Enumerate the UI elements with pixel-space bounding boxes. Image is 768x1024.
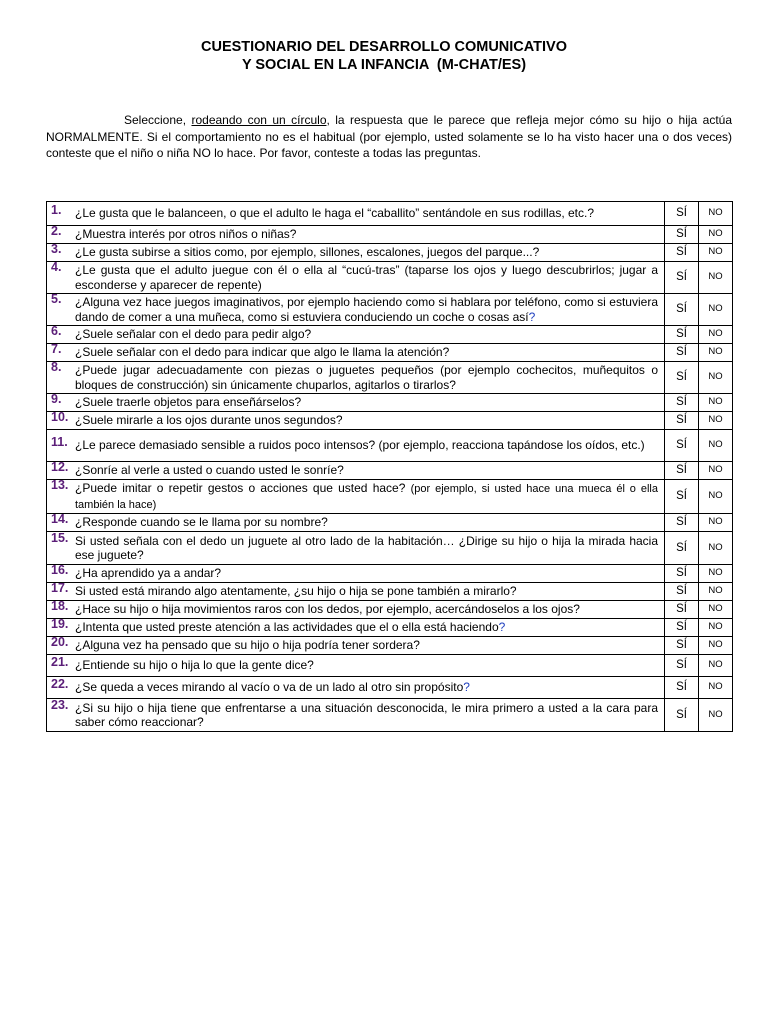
answer-yes-option[interactable]: SÍ <box>665 344 699 362</box>
answer-yes-option[interactable]: SÍ <box>665 699 699 732</box>
answer-no-option[interactable]: NO <box>699 344 733 362</box>
answer-no-option[interactable]: NO <box>699 362 733 394</box>
question-cell <box>47 362 665 394</box>
question-number: 1. <box>51 203 62 218</box>
question-text-wrap <box>75 584 658 599</box>
question-text-wrap <box>75 206 658 221</box>
question-row <box>47 601 733 619</box>
question-cell <box>47 294 665 326</box>
answer-no-option[interactable]: NO <box>699 601 733 619</box>
question-mark: ? <box>498 620 506 635</box>
question-text: ¿Si su hijo o hija tiene que enfrentarse a una situación desconocida, le mira primero a usted a la cara para saber cómo reaccionar? <box>75 700 658 729</box>
answer-no-option[interactable]: NO <box>699 202 733 226</box>
question-text: Si usted está mirando algo atentamente, ¿su hijo o hija se pone también a mirarlo? <box>75 584 517 599</box>
question-row <box>47 394 733 412</box>
intro-part-1: Seleccione, <box>124 113 192 127</box>
question-note: (por ejemplo, si usted hace una mueca él o ella también la hace) <box>75 483 658 511</box>
answer-no-option[interactable]: NO <box>699 677 733 699</box>
question-number: 9. <box>51 392 62 407</box>
question-text-wrap <box>75 227 658 242</box>
question-cell <box>47 412 665 430</box>
question-cell <box>47 565 665 583</box>
question-row <box>47 362 733 394</box>
question-number: 8. <box>51 360 62 374</box>
question-row <box>47 619 733 637</box>
question-text-wrap <box>75 395 658 410</box>
question-cell <box>47 462 665 480</box>
question-number: 19. <box>51 617 69 632</box>
question-cell <box>47 655 665 677</box>
question-row <box>47 480 733 514</box>
question-number: 21. <box>51 655 69 670</box>
question-row <box>47 655 733 677</box>
answer-yes-option[interactable]: SÍ <box>665 532 699 565</box>
question-row <box>47 344 733 362</box>
answer-yes-option[interactable]: SÍ <box>665 583 699 601</box>
answer-yes-option[interactable]: SÍ <box>665 430 699 462</box>
title-line-1: CUESTIONARIO DEL DESARROLLO COMUNICATIVO <box>201 39 567 55</box>
question-row <box>47 583 733 601</box>
question-text: ¿Le gusta que el adulto juegue con él o ella al “cucú-tras” (taparse los ojos y luego descubrirlos; jugar a esconderse y aparecer de repente) <box>75 263 658 292</box>
answer-no-option[interactable]: NO <box>699 462 733 480</box>
answer-yes-option[interactable]: SÍ <box>665 244 699 262</box>
question-text: ¿Ha aprendido ya a andar? <box>75 566 222 581</box>
answer-no-option[interactable]: NO <box>699 226 733 244</box>
answer-no-option[interactable]: NO <box>699 655 733 677</box>
answer-yes-option[interactable]: SÍ <box>665 601 699 619</box>
answer-yes-option[interactable]: SÍ <box>665 637 699 655</box>
question-text-wrap <box>75 463 658 478</box>
answer-no-option[interactable]: NO <box>699 412 733 430</box>
question-text: ¿Alguna vez ha pensado que su hijo o hija podría tener sordera? <box>75 638 420 653</box>
question-number: 16. <box>51 563 69 578</box>
question-number: 17. <box>51 581 69 596</box>
question-text: ¿Puede jugar adecuadamente con piezas o juguetes pequeños (por ejemplo cochecitos, muñequitos o bloques de construcción) sin únicamente chuparlos, agitarlos o tirarlos? <box>75 363 658 392</box>
question-number: 11. <box>51 435 68 450</box>
question-mark: ? <box>463 680 470 695</box>
answer-no-option[interactable]: NO <box>699 532 733 565</box>
question-number: 13. <box>51 478 69 492</box>
answer-yes-option[interactable]: SÍ <box>665 202 699 226</box>
answer-no-option[interactable]: NO <box>699 394 733 412</box>
question-text: ¿Entiende su hijo o hija lo que la gente dice? <box>75 658 314 673</box>
answer-no-option[interactable]: NO <box>699 326 733 344</box>
answer-yes-option[interactable]: SÍ <box>665 294 699 326</box>
question-cell <box>47 202 665 226</box>
question-cell <box>47 326 665 344</box>
question-text-wrap <box>75 658 658 673</box>
question-text-wrap <box>75 638 658 653</box>
question-row <box>47 202 733 226</box>
question-cell <box>47 430 665 462</box>
question-number: 18. <box>51 599 69 614</box>
question-cell <box>47 601 665 619</box>
question-number: 4. <box>51 260 62 274</box>
answer-no-option[interactable]: NO <box>699 294 733 326</box>
question-text-wrap <box>75 295 658 324</box>
intro-part-2: , la respuesta que le parece que refleja mejor cómo su hijo o hija actúa NORMALMENTE. Si el comportamiento no es el habitual (por ejemplo, usted solamente se lo ha visto hacer una o dos veces) conteste que el niño o niña NO lo hace. Por favor, conteste a todas las preguntas. <box>46 113 732 160</box>
question-text: ¿Suele señalar con el dedo para pedir algo? <box>75 327 312 342</box>
question-text: ¿Responde cuando se le llama por su nombre? <box>75 515 328 530</box>
question-text: ¿Muestra interés por otros niños o niñas? <box>75 227 297 242</box>
question-number: 15. <box>51 530 69 545</box>
question-number: 3. <box>51 242 62 257</box>
question-number: 7. <box>51 342 62 357</box>
question-row <box>47 462 733 480</box>
questionnaire-table <box>46 201 733 732</box>
question-row <box>47 294 733 326</box>
question-number: 2. <box>51 224 62 239</box>
answer-yes-option[interactable]: SÍ <box>665 412 699 430</box>
question-text: Si usted señala con el dedo un juguete al otro lado de la habitación… ¿Dirige su hijo o hija la mirada hacia ese juguete? <box>75 533 658 562</box>
answer-no-option[interactable]: NO <box>699 262 733 294</box>
answer-yes-option[interactable]: SÍ <box>665 514 699 532</box>
answer-yes-option[interactable]: SÍ <box>665 362 699 394</box>
question-number: 22. <box>51 677 69 692</box>
question-text: ¿Hace su hijo o hija movimientos raros con los dedos, por ejemplo, acercándoselos a los ojos? <box>75 602 580 617</box>
question-number: 20. <box>51 635 69 650</box>
question-text: ¿Suele traerle objetos para enseñárselos? <box>75 395 302 410</box>
answer-no-option[interactable]: NO <box>699 565 733 583</box>
question-row <box>47 565 733 583</box>
question-text-wrap <box>75 701 658 730</box>
answer-no-option[interactable]: NO <box>699 430 733 462</box>
question-text-wrap <box>75 481 658 512</box>
answer-no-option[interactable]: NO <box>699 637 733 655</box>
question-cell <box>47 637 665 655</box>
question-cell <box>47 514 665 532</box>
answer-yes-option[interactable]: SÍ <box>665 480 699 514</box>
question-cell <box>47 699 665 732</box>
question-cell <box>47 677 665 699</box>
question-text-wrap <box>75 245 658 260</box>
intro-underlined: rodeando con un círculo <box>191 113 327 127</box>
question-text-wrap <box>75 534 658 563</box>
answer-yes-option[interactable]: SÍ <box>665 565 699 583</box>
instructions-paragraph <box>46 112 732 162</box>
question-text-wrap <box>75 263 658 292</box>
question-number: 14. <box>51 512 69 527</box>
question-text: ¿Le parece demasiado sensible a ruidos poco intensos? (por ejemplo, reacciona tapándose los oídos, etc.) <box>75 438 645 453</box>
question-text: ¿Le gusta subirse a sitios como, por ejemplo, sillones, escalones, juegos del parque...? <box>75 245 540 260</box>
answer-no-option[interactable]: NO <box>699 583 733 601</box>
answer-yes-option[interactable]: SÍ <box>665 326 699 344</box>
answer-yes-option[interactable]: SÍ <box>665 262 699 294</box>
question-row <box>47 637 733 655</box>
question-row <box>47 244 733 262</box>
question-text: ¿Sonríe al verle a usted o cuando usted le sonríe? <box>75 463 344 478</box>
question-text-wrap <box>75 515 658 530</box>
question-text: ¿Se queda a veces mirando al vacío o va de un lado al otro sin propósito <box>75 680 464 695</box>
answer-no-option[interactable]: NO <box>699 699 733 732</box>
question-number: 12. <box>51 460 69 475</box>
question-text: ¿Puede imitar o repetir gestos o acciones que usted hace? <box>75 481 411 495</box>
question-cell <box>47 394 665 412</box>
question-text-wrap <box>75 620 658 635</box>
question-row <box>47 514 733 532</box>
question-row <box>47 430 733 462</box>
question-text-wrap <box>75 602 658 617</box>
question-number: 23. <box>51 697 69 712</box>
question-cell <box>47 480 665 514</box>
question-text: ¿Alguna vez hace juegos imaginativos, por ejemplo haciendo como si hablara por teléfono, como si estuviera dando de comer a una muñeca, como si estuviera conduciendo un coche o cosas así <box>75 295 658 324</box>
answer-no-option[interactable]: NO <box>699 619 733 637</box>
question-text-wrap <box>75 363 658 392</box>
question-text: ¿Intenta que usted preste atención a las actividades que el o ella está haciendo <box>75 620 499 635</box>
answer-yes-option[interactable]: SÍ <box>665 655 699 677</box>
question-cell <box>47 262 665 294</box>
question-text-wrap <box>75 680 658 695</box>
question-cell <box>47 583 665 601</box>
answer-no-option[interactable]: NO <box>699 514 733 532</box>
question-row <box>47 326 733 344</box>
question-text: ¿Suele mirarle a los ojos durante unos segundos? <box>75 413 343 428</box>
question-cell <box>47 532 665 565</box>
question-cell <box>47 344 665 362</box>
question-text-wrap <box>75 345 658 360</box>
question-number: 10. <box>51 410 69 425</box>
answer-yes-option[interactable]: SÍ <box>665 677 699 699</box>
question-cell <box>47 226 665 244</box>
question-row <box>47 226 733 244</box>
question-row <box>47 699 733 732</box>
question-text: ¿Le gusta que le balanceen, o que el adulto le haga el “caballito” sentándole en sus rodillas, etc.? <box>75 206 595 221</box>
title-line-2: Y SOCIAL EN LA INFANCIA (M-CHAT/ES) <box>241 57 527 73</box>
question-text: ¿Suele señalar con el dedo para indicar que algo le llama la atención? <box>75 345 450 360</box>
question-row <box>47 532 733 565</box>
question-text-wrap <box>75 566 658 581</box>
question-text-wrap <box>75 438 658 453</box>
answer-no-option[interactable]: NO <box>699 480 733 514</box>
answer-yes-option[interactable]: SÍ <box>665 619 699 637</box>
question-row <box>47 262 733 294</box>
answer-yes-option[interactable]: SÍ <box>665 394 699 412</box>
answer-yes-option[interactable]: SÍ <box>665 462 699 480</box>
document-title <box>0 38 768 74</box>
question-cell <box>47 619 665 637</box>
question-row <box>47 677 733 699</box>
question-text-wrap <box>75 327 658 342</box>
question-number: 6. <box>51 324 62 339</box>
answer-yes-option[interactable]: SÍ <box>665 226 699 244</box>
question-mark: ? <box>528 309 536 324</box>
question-cell <box>47 244 665 262</box>
question-text-wrap <box>75 413 658 428</box>
answer-no-option[interactable]: NO <box>699 244 733 262</box>
question-number: 5. <box>51 292 62 306</box>
question-row <box>47 412 733 430</box>
